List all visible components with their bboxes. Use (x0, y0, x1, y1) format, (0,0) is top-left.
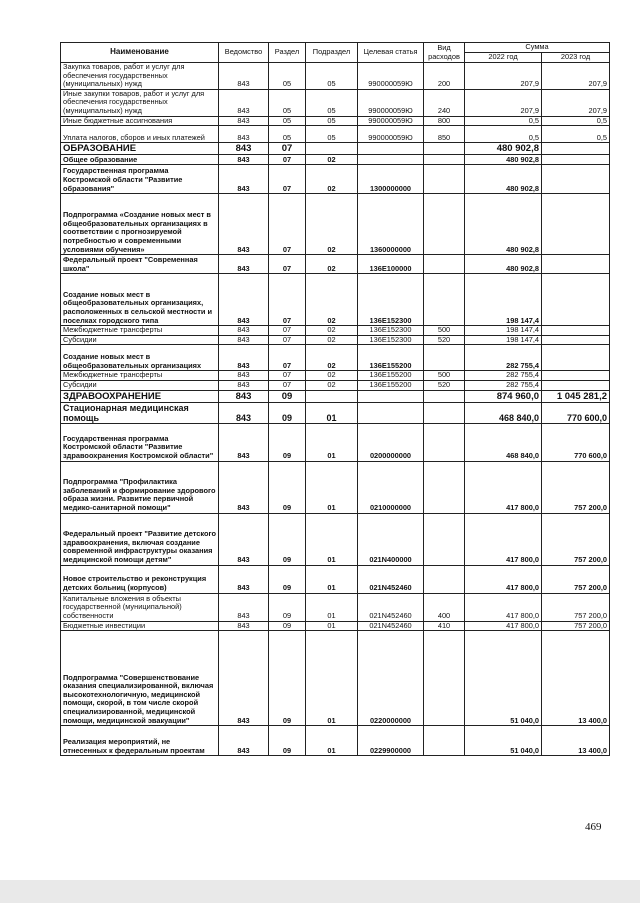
table-row (61, 390, 610, 402)
row-section: 07 (269, 194, 306, 255)
row-2023: 13 400,0 (542, 631, 610, 726)
row-dept: 843 (219, 380, 269, 390)
row-2023 (542, 143, 610, 155)
page-number: 469 (585, 821, 602, 833)
row-subsection: 02 (306, 165, 358, 194)
row-exp: 800 (424, 116, 465, 126)
table-row (61, 371, 610, 381)
row-target: 0200000000 (358, 423, 424, 461)
budget-table (60, 42, 610, 756)
row-dept: 843 (219, 565, 269, 593)
row-target: 990000059Ю (358, 89, 424, 116)
row-2022: 198 147,4 (465, 274, 542, 326)
row-subsection: 05 (306, 89, 358, 116)
row-2023: 0,5 (542, 126, 610, 143)
row-section: 09 (269, 621, 306, 631)
row-target: 021N400000 (358, 513, 424, 565)
row-2022: 198 147,4 (465, 335, 542, 345)
row-2023 (542, 335, 610, 345)
row-subsection: 01 (306, 513, 358, 565)
row-section: 05 (269, 116, 306, 126)
row-subsection: 01 (306, 402, 358, 423)
table-row (61, 155, 610, 165)
header-sum: Сумма (465, 43, 610, 53)
row-exp (424, 345, 465, 371)
header-name: Наименование (61, 43, 219, 63)
row-2023: 207,9 (542, 89, 610, 116)
row-name: Подпрограмма "Профилактика заболеваний и формирование здорового образа жизни. Развитие первичной медико-санитарной помощи" (61, 461, 219, 513)
row-target: 1300000000 (358, 165, 424, 194)
table-body (61, 63, 610, 756)
row-exp: 410 (424, 621, 465, 631)
row-2022: 417 800,0 (465, 621, 542, 631)
row-2022: 198 147,4 (465, 326, 542, 336)
row-subsection (306, 390, 358, 402)
row-name: Бюджетные инвестиции (61, 621, 219, 631)
row-target (358, 143, 424, 155)
row-name: Субсидии (61, 380, 219, 390)
row-target: 136E152300 (358, 274, 424, 326)
row-subsection: 02 (306, 326, 358, 336)
row-section: 09 (269, 726, 306, 756)
row-2023 (542, 155, 610, 165)
row-section: 07 (269, 326, 306, 336)
row-subsection: 02 (306, 255, 358, 274)
row-exp: 400 (424, 593, 465, 621)
row-subsection: 05 (306, 126, 358, 143)
row-target: 136E155200 (358, 371, 424, 381)
row-name: Федеральный проект "Развитие детского здравоохранения, включая создание современной инфраструктуры оказания медицинской помощи детям" (61, 513, 219, 565)
row-name: Государственная программа Костромской области "Развитие образования" (61, 165, 219, 194)
row-exp (424, 461, 465, 513)
row-section: 09 (269, 461, 306, 513)
table-row (61, 621, 610, 631)
row-target: 990000059Ю (358, 63, 424, 90)
row-target: 021N452460 (358, 565, 424, 593)
row-2022: 480 902,8 (465, 143, 542, 155)
row-dept: 843 (219, 143, 269, 155)
row-dept: 843 (219, 726, 269, 756)
row-2023 (542, 194, 610, 255)
row-name: Иные бюджетные ассигнования (61, 116, 219, 126)
row-dept: 843 (219, 423, 269, 461)
table-row (61, 63, 610, 90)
row-2022: 480 902,8 (465, 194, 542, 255)
row-subsection: 01 (306, 631, 358, 726)
row-dept: 843 (219, 335, 269, 345)
row-subsection: 02 (306, 274, 358, 326)
row-2022: 480 902,8 (465, 155, 542, 165)
table-row (61, 402, 610, 423)
row-exp (424, 402, 465, 423)
row-2022: 480 902,8 (465, 255, 542, 274)
row-name: Подпрограмма "Совершенствование оказания специализированной, включая высокотехнологичную, медицинской помощи, скорой, в том числе скорой специализированной, медицинской помощи, медицинской эвакуации" (61, 631, 219, 726)
header-section: Раздел (269, 43, 306, 63)
row-2023: 757 200,0 (542, 461, 610, 513)
row-name: Уплата налогов, сборов и иных платежей (61, 126, 219, 143)
row-subsection (306, 143, 358, 155)
table-row (61, 345, 610, 371)
header-subsection: Подраздел (306, 43, 358, 63)
row-2023 (542, 326, 610, 336)
row-2023: 0,5 (542, 116, 610, 126)
row-dept: 843 (219, 255, 269, 274)
row-section: 05 (269, 63, 306, 90)
row-exp: 500 (424, 326, 465, 336)
header-2022: 2022 год (465, 53, 542, 63)
row-2022: 282 755,4 (465, 371, 542, 381)
row-name: Капитальные вложения в объекты государственной (муниципальной) собственности (61, 593, 219, 621)
row-subsection: 01 (306, 593, 358, 621)
row-exp (424, 423, 465, 461)
row-section: 07 (269, 380, 306, 390)
row-2023: 757 200,0 (542, 621, 610, 631)
row-target: 990000059Ю (358, 126, 424, 143)
header-exp: Вид расходов (424, 43, 465, 63)
row-section: 09 (269, 565, 306, 593)
row-2023 (542, 371, 610, 381)
row-dept: 843 (219, 63, 269, 90)
row-target (358, 390, 424, 402)
row-2023: 757 200,0 (542, 565, 610, 593)
row-subsection: 01 (306, 726, 358, 756)
row-name: Межбюджетные трансферты (61, 326, 219, 336)
row-2022: 417 800,0 (465, 565, 542, 593)
row-name: Подпрограмма «Создание новых мест в общеобразовательных организациях в соответствии с прогнозируемой потребностью и современными условиями обучения» (61, 194, 219, 255)
row-section: 09 (269, 513, 306, 565)
row-section: 09 (269, 593, 306, 621)
bottom-strip (0, 880, 640, 903)
row-dept: 843 (219, 326, 269, 336)
row-subsection: 02 (306, 345, 358, 371)
row-section: 07 (269, 165, 306, 194)
row-name: Создание новых мест в общеобразовательных организациях (61, 345, 219, 371)
row-subsection: 01 (306, 423, 358, 461)
row-exp: 200 (424, 63, 465, 90)
row-2022: 282 755,4 (465, 345, 542, 371)
row-section: 07 (269, 155, 306, 165)
row-exp (424, 565, 465, 593)
row-section: 07 (269, 335, 306, 345)
row-section: 09 (269, 390, 306, 402)
row-subsection: 05 (306, 63, 358, 90)
row-subsection: 01 (306, 565, 358, 593)
row-target: 0220000000 (358, 631, 424, 726)
row-exp (424, 255, 465, 274)
header-2023: 2023 год (542, 53, 610, 63)
row-section: 07 (269, 255, 306, 274)
row-2022: 0,5 (465, 126, 542, 143)
row-section: 09 (269, 402, 306, 423)
row-name: ЗДРАВООХРАНЕНИЕ (61, 390, 219, 402)
row-exp (424, 726, 465, 756)
row-subsection: 02 (306, 380, 358, 390)
row-section: 05 (269, 126, 306, 143)
row-exp: 500 (424, 371, 465, 381)
row-section: 09 (269, 423, 306, 461)
row-exp: 520 (424, 380, 465, 390)
row-name: Общее образование (61, 155, 219, 165)
row-dept: 843 (219, 274, 269, 326)
row-subsection: 01 (306, 621, 358, 631)
row-section: 07 (269, 274, 306, 326)
row-2022: 468 840,0 (465, 402, 542, 423)
row-2022: 282 755,4 (465, 380, 542, 390)
table-row (61, 423, 610, 461)
header-dept: Ведомство (219, 43, 269, 63)
row-exp (424, 194, 465, 255)
row-exp (424, 390, 465, 402)
row-name: Иные закупки товаров, работ и услуг для обеспечения государственных (муниципальных) нужд (61, 89, 219, 116)
row-subsection: 02 (306, 371, 358, 381)
row-name: Субсидии (61, 335, 219, 345)
row-section: 07 (269, 371, 306, 381)
row-2023 (542, 255, 610, 274)
table-row (61, 565, 610, 593)
row-subsection: 02 (306, 194, 358, 255)
row-dept: 843 (219, 155, 269, 165)
row-name: Создание новых мест в общеобразовательных организациях, расположенных в сельской местности и поселках городского типа (61, 274, 219, 326)
row-section: 07 (269, 143, 306, 155)
table-row (61, 513, 610, 565)
row-target: 1360000000 (358, 194, 424, 255)
row-2022: 417 800,0 (465, 513, 542, 565)
row-dept: 843 (219, 371, 269, 381)
row-2023: 207,9 (542, 63, 610, 90)
table-row (61, 143, 610, 155)
row-dept: 843 (219, 165, 269, 194)
row-target: 136E152300 (358, 335, 424, 345)
row-section: 07 (269, 345, 306, 371)
row-target: 136E155200 (358, 345, 424, 371)
row-2023 (542, 165, 610, 194)
row-subsection: 02 (306, 155, 358, 165)
row-2022: 417 800,0 (465, 461, 542, 513)
row-target: 0229900000 (358, 726, 424, 756)
row-dept: 843 (219, 194, 269, 255)
table-row (61, 194, 610, 255)
row-name: ОБРАЗОВАНИЕ (61, 143, 219, 155)
row-dept: 843 (219, 126, 269, 143)
row-2023 (542, 274, 610, 326)
row-exp (424, 513, 465, 565)
row-dept: 843 (219, 89, 269, 116)
row-exp: 520 (424, 335, 465, 345)
row-target: 021N452460 (358, 593, 424, 621)
row-2023: 757 200,0 (542, 513, 610, 565)
row-2022: 468 840,0 (465, 423, 542, 461)
row-dept: 843 (219, 345, 269, 371)
row-2023: 770 600,0 (542, 423, 610, 461)
row-2022: 207,9 (465, 63, 542, 90)
row-exp (424, 631, 465, 726)
row-subsection: 01 (306, 461, 358, 513)
row-dept: 843 (219, 461, 269, 513)
row-2023: 13 400,0 (542, 726, 610, 756)
row-exp (424, 155, 465, 165)
row-target: 136E100000 (358, 255, 424, 274)
table-row (61, 631, 610, 726)
row-section: 09 (269, 631, 306, 726)
table-row (61, 255, 610, 274)
table-row (61, 89, 610, 116)
row-target: 136E155200 (358, 380, 424, 390)
row-exp: 240 (424, 89, 465, 116)
row-dept: 843 (219, 402, 269, 423)
header-target: Целевая статья (358, 43, 424, 63)
table-row (61, 165, 610, 194)
row-subsection: 02 (306, 335, 358, 345)
row-exp (424, 165, 465, 194)
row-name: Государственная программа Костромской области "Развитие здравоохранения Костромской области" (61, 423, 219, 461)
table-row (61, 593, 610, 621)
row-dept: 843 (219, 631, 269, 726)
row-target: 021N452460 (358, 621, 424, 631)
row-name: Новое строительство и реконструкция детских больниц (корпусов) (61, 565, 219, 593)
row-2022: 417 800,0 (465, 593, 542, 621)
row-2023 (542, 380, 610, 390)
row-2022: 480 902,8 (465, 165, 542, 194)
row-dept: 843 (219, 593, 269, 621)
table-row (61, 274, 610, 326)
row-subsection: 05 (306, 116, 358, 126)
row-2022: 51 040,0 (465, 631, 542, 726)
row-2023: 1 045 281,2 (542, 390, 610, 402)
table-row (61, 116, 610, 126)
row-2022: 207,9 (465, 89, 542, 116)
row-dept: 843 (219, 621, 269, 631)
table-row (61, 326, 610, 336)
row-target (358, 155, 424, 165)
table-row (61, 461, 610, 513)
row-target (358, 402, 424, 423)
row-2022: 0,5 (465, 116, 542, 126)
row-dept: 843 (219, 116, 269, 126)
row-target: 136E152300 (358, 326, 424, 336)
row-name: Реализация мероприятий, не отнесенных к федеральным проектам (61, 726, 219, 756)
row-target: 0210000000 (358, 461, 424, 513)
row-dept: 843 (219, 390, 269, 402)
row-name: Межбюджетные трансферты (61, 371, 219, 381)
row-name: Закупка товаров, работ и услуг для обеспечения государственных (муниципальных) нужд (61, 63, 219, 90)
row-exp: 850 (424, 126, 465, 143)
row-section: 05 (269, 89, 306, 116)
table-row (61, 126, 610, 143)
row-name: Федеральный проект "Современная школа" (61, 255, 219, 274)
row-exp (424, 274, 465, 326)
row-name: Стационарная медицинская помощь (61, 402, 219, 423)
row-2022: 51 040,0 (465, 726, 542, 756)
table-row (61, 726, 610, 756)
row-target: 990000059Ю (358, 116, 424, 126)
table-row (61, 335, 610, 345)
row-2023: 757 200,0 (542, 593, 610, 621)
row-dept: 843 (219, 513, 269, 565)
row-2023: 770 600,0 (542, 402, 610, 423)
table-row (61, 380, 610, 390)
row-2023 (542, 345, 610, 371)
row-exp (424, 143, 465, 155)
row-2022: 874 960,0 (465, 390, 542, 402)
